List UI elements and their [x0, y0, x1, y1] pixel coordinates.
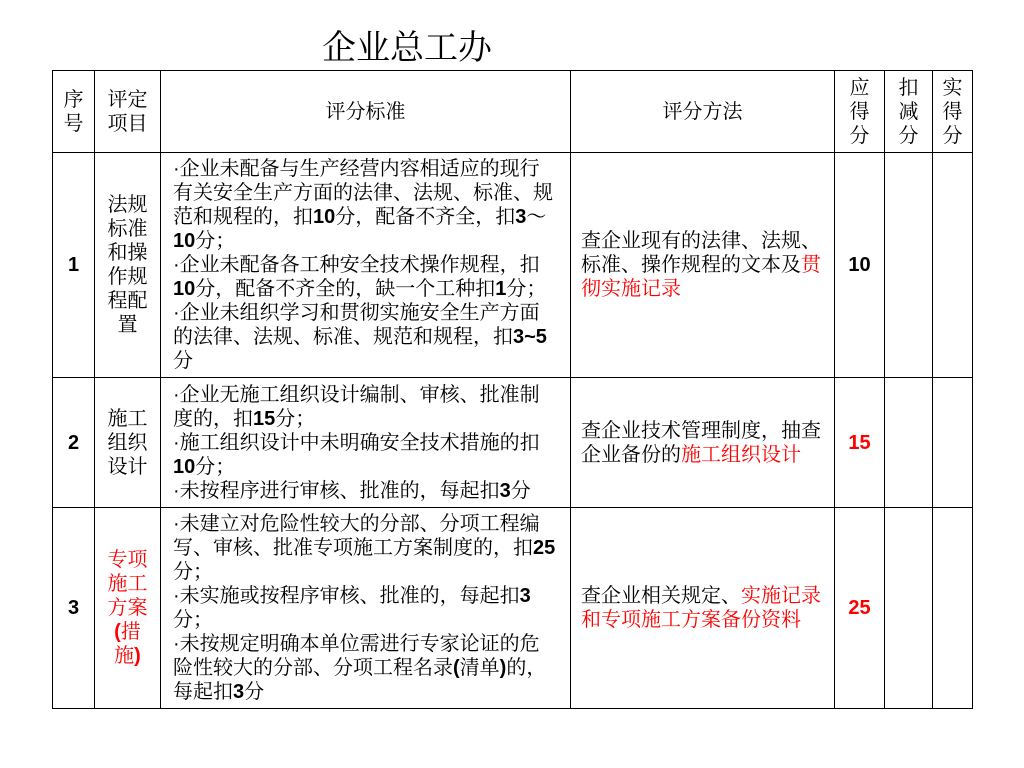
standard-bullet: ·未实施或按程序审核、批准的，每起扣3分；	[173, 585, 531, 631]
row-deduction-cell	[885, 508, 933, 709]
method-plain: 查企业技术管理制度，抽查企业备份的	[581, 419, 821, 466]
row-index: 1	[67, 254, 80, 276]
standard-list	[173, 383, 557, 503]
standard-list	[173, 512, 557, 704]
table-row	[53, 508, 973, 709]
row-item-cell	[95, 378, 161, 508]
row-index: 2	[67, 431, 80, 454]
row-method-cell	[571, 378, 835, 508]
slide-title: 企业总工办	[322, 29, 492, 67]
method-text	[581, 229, 827, 301]
standard-bullet: ·企业无施工组织设计编制、审核、批准制度的，扣15分；	[173, 383, 540, 430]
row-deduction-cell	[885, 378, 933, 508]
bold-number: 3	[233, 681, 245, 703]
method-plain: 查企业现有的法律、法规、标准、操作规程的文本及	[581, 230, 821, 276]
header-deduction: 扣减分	[898, 76, 919, 147]
row-index-cell	[53, 508, 95, 709]
row-item-cell	[95, 153, 161, 378]
full-score: 25	[848, 597, 871, 619]
standard-bullet: ·企业未组织学习和贯彻实施安全生产方面的法律、法规、标准、规范和规程，扣3~5分	[173, 302, 547, 372]
row-deduction-cell	[885, 153, 933, 378]
bold-number: 15	[253, 407, 276, 430]
standard-bullet: ·未建立对危险性较大的分部、分项工程编写、审核、批准专项施工方案制度的，扣25分；	[173, 513, 556, 583]
row-item: 专项施工方案(措施)	[107, 549, 148, 667]
bold-number: )	[499, 657, 507, 679]
bold-number: )	[134, 645, 141, 667]
header-method: 评分方法	[662, 100, 743, 123]
row-full-score-cell	[835, 378, 885, 508]
row-method-cell	[571, 153, 835, 378]
header-index-cell	[53, 71, 95, 153]
bold-number: 10	[173, 230, 196, 252]
row-standard-cell	[161, 508, 571, 709]
row-actual-score-cell	[933, 378, 973, 508]
header-method-cell	[571, 71, 835, 153]
row-item: 施工组织设计	[107, 407, 148, 478]
bold-number: 10	[173, 278, 196, 300]
header-item-cell	[95, 71, 161, 153]
bold-number: 3	[515, 206, 527, 228]
bold-number: 1	[495, 278, 507, 300]
method-plain: 查企业相关规定、	[581, 585, 741, 607]
bold-number: 10	[313, 206, 336, 228]
header-actual-score: 实得分	[942, 76, 963, 147]
method-text	[581, 419, 827, 467]
row-actual-score-cell	[933, 508, 973, 709]
header-item: 评定项目	[107, 88, 148, 135]
row-item: 法规标准和操作规程配置	[107, 194, 148, 336]
bold-number: (	[114, 621, 121, 643]
header-deduction-cell	[885, 71, 933, 153]
bold-number: 10	[173, 455, 196, 478]
row-standard-cell	[161, 378, 571, 508]
standard-bullet: ·企业未配备与生产经营内容相适应的现行有关安全生产方面的法律、法规、标准、规范和规程的，扣10分，配备不齐全，扣3～10分；	[173, 158, 553, 252]
row-full-score-cell	[835, 508, 885, 709]
standard-bullet: ·施工组织设计中未明确安全技术措施的扣10分；	[173, 431, 540, 478]
row-index: 3	[67, 597, 80, 619]
method-text	[581, 584, 827, 632]
method-highlight: 贯彻实施记录	[581, 254, 821, 300]
method-highlight: 实施记录和专项施工方案备份资料	[581, 585, 821, 631]
row-index-cell	[53, 378, 95, 508]
header-index: 序号	[63, 88, 84, 135]
bold-number: 3~5	[513, 326, 547, 348]
table-row	[53, 378, 973, 508]
full-score: 10	[848, 254, 871, 276]
row-method-cell	[571, 508, 835, 709]
bold-number: 25	[533, 537, 556, 559]
row-index-cell	[53, 153, 95, 378]
scoring-table	[52, 70, 973, 709]
bold-number: 3	[519, 585, 531, 607]
header-actual-score-cell	[933, 71, 973, 153]
bold-number: (	[453, 657, 460, 679]
standard-bullet: ·企业未配备各工种安全技术操作规程，扣10分，配备不齐全的，缺一个工种扣1分；	[173, 254, 547, 300]
header-row	[53, 71, 973, 153]
header-full-score-cell	[835, 71, 885, 153]
method-highlight: 施工组织设计	[681, 443, 801, 466]
bold-number: 3	[499, 479, 511, 502]
row-actual-score-cell	[933, 153, 973, 378]
standard-list	[173, 157, 557, 373]
row-standard-cell	[161, 153, 571, 378]
table-row	[53, 153, 973, 378]
standard-bullet: ·未按程序进行审核、批准的，每起扣3分	[173, 479, 531, 502]
header-full-score: 应得分	[849, 76, 870, 147]
row-item-cell	[95, 508, 161, 709]
standard-bullet: ·未按规定明确本单位需进行专家论证的危险性较大的分部、分项工程名录(清单)的，每起扣3分	[173, 633, 547, 703]
full-score: 15	[848, 431, 871, 454]
header-standard: 评分标准	[325, 100, 406, 123]
row-full-score-cell	[835, 153, 885, 378]
header-standard-cell	[161, 71, 571, 153]
